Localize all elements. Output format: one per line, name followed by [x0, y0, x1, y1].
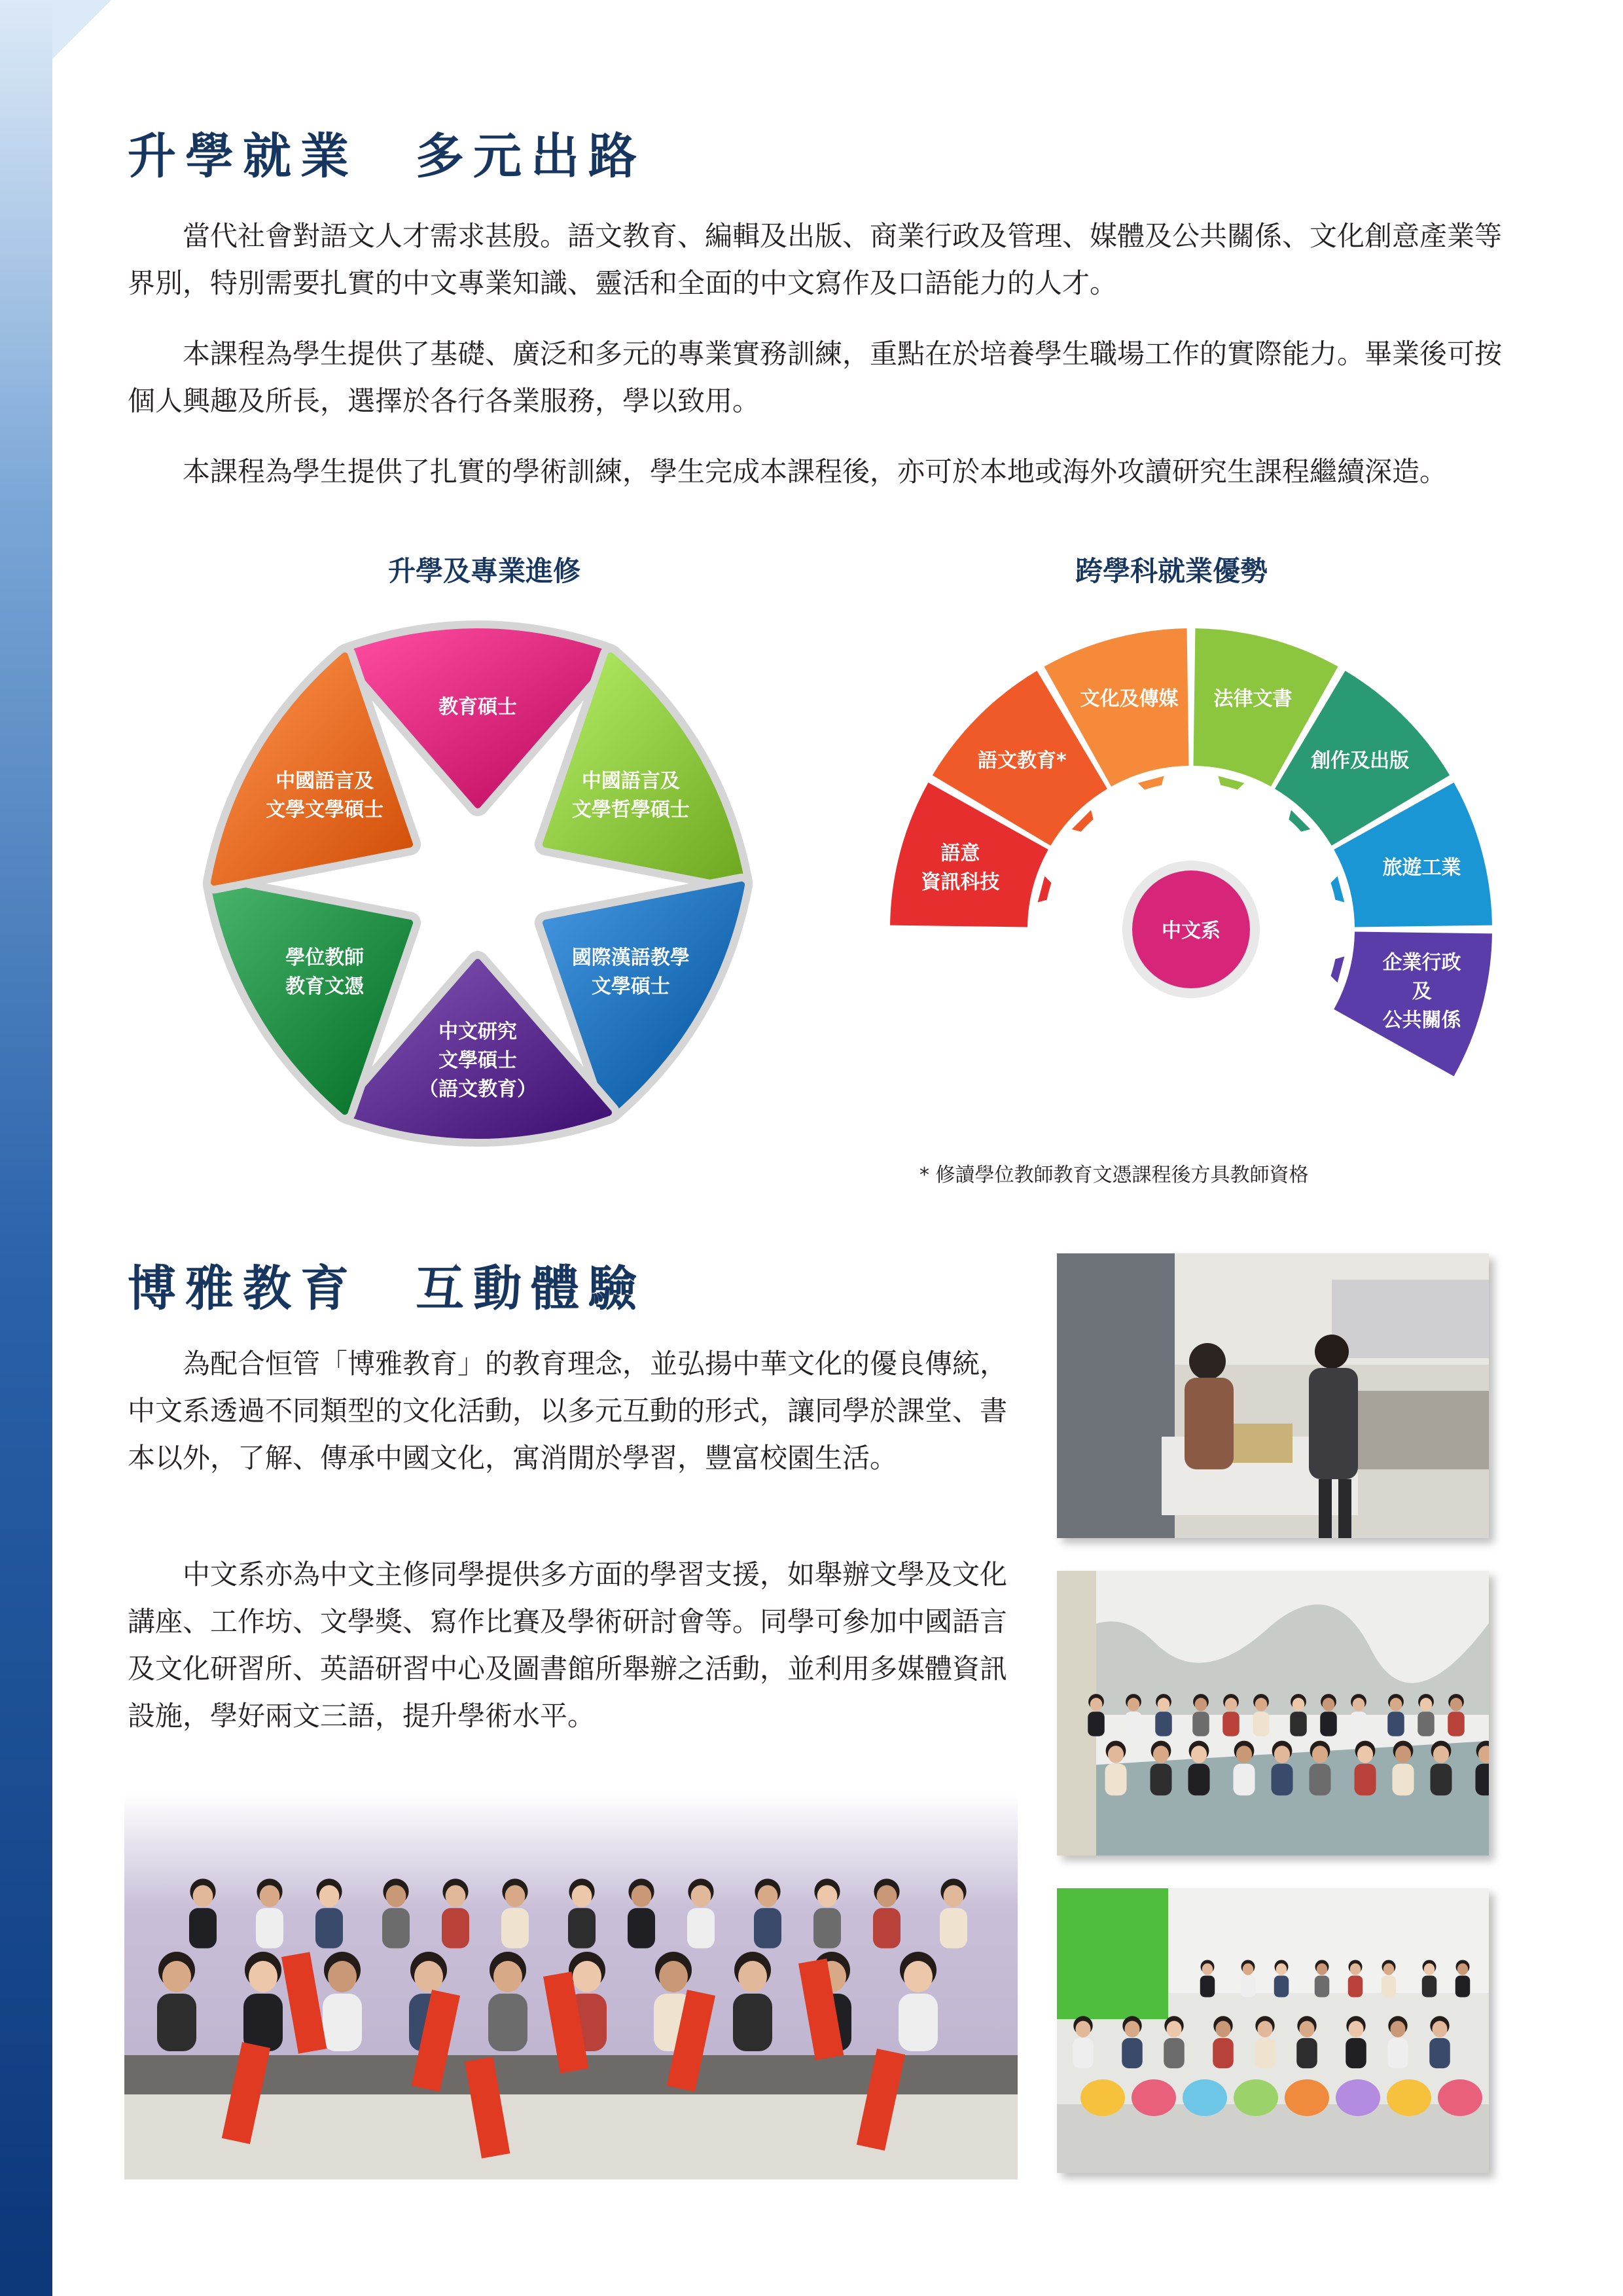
person-body [1088, 1712, 1105, 1736]
person [1387, 1694, 1404, 1736]
person-face [1166, 2021, 1181, 2037]
person-body [1418, 1712, 1435, 1736]
person [1346, 2016, 1366, 2068]
person [899, 1952, 938, 2051]
person [1125, 1694, 1142, 1736]
person-face [493, 1961, 522, 1992]
person-body [1346, 2038, 1366, 2068]
person [1253, 1694, 1270, 1736]
person [1476, 1741, 1489, 1796]
person [568, 1878, 596, 1948]
segment-label: 企業行政 [1382, 951, 1461, 975]
person [1310, 1741, 1331, 1796]
person [157, 1952, 196, 2051]
paragraph-liberal-arts-1: 為配合恒管「博雅教育」的教育理念，並弘揚中華文化的優良傳統，中文系透過不同類型的文化活動，以多元互動的形式，讓同學於課堂、書本以外，了解、傳承中國文化，寓消閒於學習，豐富校園生活。 [128, 1348, 1008, 1474]
person-body [940, 1908, 967, 1948]
person [733, 1952, 772, 2051]
person-body [899, 1994, 938, 2051]
person [1290, 1694, 1307, 1736]
person [754, 1878, 781, 1948]
person-body [1350, 1712, 1367, 1736]
petal-label: 國際漢語教學 [571, 946, 690, 969]
person-face [1191, 1746, 1207, 1763]
person-face [1257, 2021, 1272, 2037]
diagram-further-studies-title: 升學及專業進修 [387, 555, 580, 587]
segment-label: 資訊科技 [921, 870, 1000, 894]
paragraph-career-3: 本課程為學生提供了扎實的學術訓練，學生完成本課程後，亦可於本地或海外攻讀研究生課程繼續深造。 [183, 456, 1448, 488]
person [1122, 2016, 1143, 2068]
person-face [1432, 2021, 1447, 2037]
person [1188, 1741, 1210, 1796]
person [1088, 1694, 1105, 1736]
person-face [446, 1885, 466, 1907]
person-body [1192, 1712, 1209, 1736]
person [1315, 1960, 1330, 1998]
person [1073, 2016, 1094, 2068]
person-body [1222, 1712, 1240, 1736]
petal-label: 教育碩士 [438, 696, 517, 719]
red-couplet-scroll [281, 1952, 327, 2053]
person-body [1125, 1712, 1142, 1736]
person-body [243, 1994, 283, 2051]
photo-classroom-crafts [1057, 1888, 1489, 2173]
teacher-qualification-footnote: * 修讀學位教師教育文憑課程後方具教師資格 [919, 1164, 1309, 1187]
person-body [323, 1994, 362, 2051]
person-face [1424, 1964, 1435, 1975]
person-face [1390, 1698, 1402, 1711]
section-title-career: 升學就業 多元出路 [128, 128, 646, 185]
person-body [189, 1908, 217, 1948]
paragraph-career-2: 本課程為學生提供了基礎、廣泛和多元的專業實務訓練，重點在於培養學生職場工作的實際能力。畢業後可按個人興趣及所長，選擇於各行各業服務，學以致用。 [128, 338, 1503, 417]
person-face [1348, 2021, 1363, 2037]
person [488, 1952, 527, 2051]
petal-label: 文學哲學碩士 [571, 798, 690, 821]
person-body [1387, 2038, 1408, 2068]
person [1418, 1694, 1435, 1736]
person [256, 1878, 283, 1948]
craft-object [1132, 2079, 1176, 2116]
person-body [488, 1994, 527, 2051]
person [1164, 2016, 1185, 2068]
person-body [1393, 1764, 1414, 1795]
person-face [1225, 1698, 1238, 1711]
person-face [1299, 2021, 1314, 2037]
person [323, 1952, 362, 2051]
diagram-career-advantages-title: 跨學科就業優勢 [1075, 555, 1268, 587]
person [442, 1878, 469, 1948]
person-face [1274, 1746, 1290, 1763]
person-face [1433, 1746, 1449, 1763]
person-body [501, 1908, 529, 1948]
red-couplet-scroll [465, 2056, 510, 2158]
person-face [1158, 1698, 1170, 1711]
person-face [1357, 1746, 1373, 1763]
person-face [1124, 2021, 1139, 2037]
hub-label: 中文系 [1162, 920, 1221, 942]
person [315, 1878, 343, 1948]
person-body [1296, 2038, 1317, 2068]
person-face [1075, 2021, 1090, 2037]
person [687, 1878, 715, 1948]
person-face [691, 1885, 711, 1907]
person-body [568, 1908, 596, 1948]
person-body [813, 1908, 841, 1948]
person-body [256, 1908, 283, 1948]
person [1382, 1960, 1397, 1998]
person [1155, 1694, 1172, 1736]
person [1320, 1694, 1337, 1736]
petal-label: 中國語言及 [276, 770, 374, 793]
person-face [386, 1885, 406, 1907]
red-couplet-scroll [857, 2049, 905, 2151]
petal-label: 學位教師 [285, 946, 365, 969]
section-title-liberal-arts: 博雅教育 互動體驗 [128, 1261, 646, 1317]
person-face [944, 1885, 964, 1907]
person-face [414, 1961, 443, 1992]
person [1150, 1741, 1172, 1796]
person-face [904, 1961, 933, 1992]
person-body [442, 1908, 469, 1948]
person-face [1090, 1698, 1103, 1711]
red-couplet-scroll [222, 2042, 270, 2144]
craft-object [1387, 2079, 1431, 2116]
craft-object [1438, 2079, 1482, 2116]
person [1296, 2016, 1317, 2068]
person-face [1350, 1964, 1361, 1975]
craft-object [1234, 2079, 1278, 2116]
person-face [1420, 1698, 1433, 1711]
paragraph-liberal-arts-2: 中文系亦為中文主修同學提供多方面的學習支援，如舉辦文學及文化講座、工作坊、文學獎、寫作比賽及學術研討會等。同學可參加中國語言及文化研習所、英語研習中心及圖書館所舉辦之活動，並利用多媒體資訊設施，學好兩文三語，提升學術水平。 [128, 1558, 1008, 1732]
person-body [1234, 1764, 1255, 1795]
person-face [758, 1885, 778, 1907]
person [1355, 1741, 1376, 1796]
person-body [1150, 1764, 1172, 1795]
person [1393, 1741, 1414, 1796]
person-body [1315, 1976, 1330, 1998]
person-body [1348, 1976, 1363, 1998]
segment-label: 文化及傳媒 [1080, 687, 1179, 711]
person-body [1188, 1764, 1210, 1795]
person-face [1395, 1746, 1411, 1763]
person-body [1476, 1764, 1489, 1795]
person-face [1450, 1698, 1463, 1711]
person-face [1243, 1964, 1254, 1975]
person [873, 1878, 901, 1948]
person-body [1422, 1976, 1437, 1998]
person-body [1253, 1712, 1270, 1736]
person [1350, 1694, 1367, 1736]
person-face [162, 1961, 191, 1992]
person-face [328, 1961, 357, 1992]
person-body [1274, 1976, 1289, 1998]
person-face [573, 1961, 601, 1992]
person-face [1457, 1964, 1469, 1975]
person-face [1215, 2021, 1230, 2037]
person-face [1128, 1698, 1140, 1711]
person-body [687, 1908, 715, 1948]
segment-label: 旅遊工業 [1382, 856, 1461, 880]
person-body [628, 1908, 655, 1948]
person-face [877, 1885, 897, 1907]
segment-label: 語文教育* [978, 749, 1067, 772]
person-body [1164, 2038, 1185, 2068]
craft-object [1183, 2079, 1227, 2116]
person-face [1390, 2021, 1405, 2037]
person-body [1290, 1712, 1307, 1736]
person-face [659, 1961, 688, 1992]
person-body [1105, 1764, 1127, 1795]
person-face [817, 1885, 838, 1907]
person-body [1387, 1712, 1404, 1736]
person [1422, 1960, 1437, 1998]
person-body [1455, 1976, 1471, 1998]
person-face [738, 1961, 767, 1992]
person [1448, 1694, 1465, 1736]
segment-label: 語意 [940, 842, 980, 865]
person [1222, 1694, 1240, 1736]
person-face [1323, 1698, 1335, 1711]
person-body [1272, 1764, 1293, 1795]
person-body [1382, 1976, 1397, 1998]
person-face [505, 1885, 526, 1907]
segment-label: 創作及出版 [1311, 749, 1410, 772]
person-body [1320, 1712, 1337, 1736]
person-body [1448, 1712, 1465, 1736]
person-face [1293, 1698, 1305, 1711]
person-body [157, 1994, 196, 2051]
person-face [193, 1885, 213, 1907]
segment-label: 及 [1412, 980, 1432, 1003]
person [243, 1952, 283, 2051]
person-face [1312, 1746, 1328, 1763]
segment-label: 法律文書 [1213, 687, 1293, 711]
person [1234, 1741, 1255, 1796]
person-body [1155, 1712, 1172, 1736]
person [813, 1878, 841, 1948]
person-face [1108, 1746, 1124, 1763]
further-studies-diagram [177, 602, 779, 1165]
petal-label: 教育文憑 [285, 975, 365, 998]
person [1387, 2016, 1408, 2068]
person-face [1276, 1964, 1287, 1975]
person-face [260, 1885, 280, 1907]
career-advantages-diagram [851, 602, 1492, 1126]
person-face [1353, 1698, 1365, 1711]
petal-label: （語文教育） [419, 1078, 537, 1101]
person [1241, 1960, 1256, 1998]
person-body [733, 1994, 772, 2051]
person-face [1202, 1964, 1213, 1975]
person-face [1153, 1746, 1169, 1763]
person [1213, 2016, 1234, 2068]
photo-students-playing-go [1057, 1253, 1489, 1538]
person-body [1213, 2038, 1234, 2068]
person-face [1195, 1698, 1207, 1711]
person [1455, 1960, 1471, 1998]
craft-object [1285, 2079, 1329, 2116]
person-body [1431, 1764, 1452, 1795]
petal-label: 文學碩士 [438, 1049, 517, 1072]
person [1255, 2016, 1275, 2068]
photo-group-exhibition [1057, 1571, 1489, 1856]
decorative-sidebar [0, 0, 52, 2296]
person [1200, 1960, 1215, 1998]
person-face [572, 1885, 592, 1907]
person [189, 1878, 217, 1948]
person-face [319, 1885, 340, 1907]
photo-calligraphy-activity [124, 1793, 1018, 2179]
petal-label: 中文研究 [438, 1020, 517, 1043]
person-face [1255, 1698, 1268, 1711]
person-body [754, 1908, 781, 1948]
person [1348, 1960, 1363, 1998]
person-body [382, 1908, 410, 1948]
person-body [1255, 2038, 1275, 2068]
career-segment-6 [1319, 931, 1492, 1076]
person-body [1310, 1764, 1331, 1795]
person-body [873, 1908, 901, 1948]
person-face [249, 1961, 277, 1992]
person [1431, 1741, 1452, 1796]
person-face [1383, 1964, 1395, 1975]
decorative-corner [52, 0, 111, 59]
person [382, 1878, 410, 1948]
person [501, 1878, 529, 1948]
petal-label: 文學碩士 [591, 975, 670, 998]
person-body [1429, 2038, 1450, 2068]
person-body [1200, 1976, 1215, 1998]
petal-label: 中國語言及 [581, 770, 680, 793]
person-body [1241, 1976, 1256, 1998]
craft-object [1336, 2079, 1380, 2116]
person [1192, 1694, 1209, 1736]
person-body [1355, 1764, 1376, 1795]
person-body [1122, 2038, 1143, 2068]
person [1429, 2016, 1450, 2068]
petal-label: 文學文學碩士 [266, 798, 384, 821]
person [1105, 1741, 1127, 1796]
paragraph-career-1: 當代社會對語文人才需求甚殷。語文教育、編輯及出版、商業行政及管理、媒體及公共關係、文化創意產業等界別，特別需要扎實的中文專業知識、靈活和全面的中文寫作及口語能力的人才。 [128, 220, 1503, 299]
segment-label: 公共關係 [1382, 1009, 1461, 1032]
person-face [632, 1885, 652, 1907]
person-body [1073, 2038, 1094, 2068]
person [940, 1878, 967, 1948]
person [628, 1878, 655, 1948]
person [1274, 1960, 1289, 1998]
craft-object [1080, 2079, 1125, 2116]
person [1272, 1741, 1293, 1796]
person-face [1236, 1746, 1252, 1763]
person-face [1317, 1964, 1328, 1975]
person-body [315, 1908, 343, 1948]
